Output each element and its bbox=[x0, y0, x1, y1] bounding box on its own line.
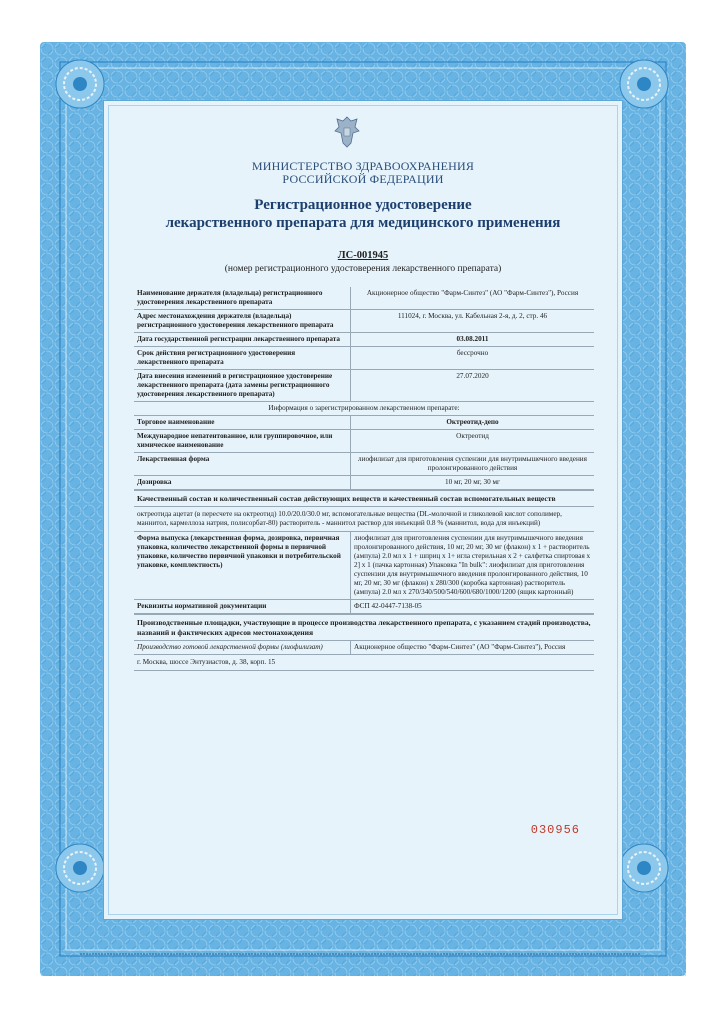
row-label: Торговое наименование bbox=[134, 416, 351, 430]
table-row bbox=[134, 370, 594, 402]
table-row bbox=[134, 453, 594, 476]
row-value: Акционерное общество "Фарм-Синтез" (АО "Фарм-Синтез"), Россия bbox=[351, 641, 595, 655]
row-label: Производство готовой лекарственной формы (лиофилизат) bbox=[134, 641, 351, 655]
footer-microtext bbox=[60, 952, 660, 957]
certificate-paper bbox=[103, 100, 623, 920]
corner-ornament-icon bbox=[616, 56, 672, 112]
row-value: 10 мг, 20 мг, 30 мг bbox=[351, 476, 595, 490]
row-value: лиофилизат для приготовления суспензии для внутримышечного введения пролонгированного действия bbox=[351, 453, 595, 476]
registration-number-value: ЛС-001945 bbox=[337, 250, 389, 261]
row-label: Дата внесения изменений в регистрационное удостоверение лекарственного препарата (дата замены регистрационного удостоверения лекарственного препарата) bbox=[134, 370, 351, 402]
table-row bbox=[134, 476, 594, 490]
row-value: ФСП 42-0447-7138-05 bbox=[351, 600, 595, 614]
table-row bbox=[134, 600, 594, 614]
table-row bbox=[134, 347, 594, 370]
corner-ornament-icon bbox=[616, 840, 672, 896]
table-row bbox=[134, 287, 594, 310]
row-value: 03.08.2011 bbox=[351, 333, 595, 347]
coat-of-arms-icon bbox=[333, 115, 361, 149]
production-address: г. Москва, шоссе Энтузиастов, д. 38, корп. 15 bbox=[134, 655, 594, 671]
row-label: Лекарственная форма bbox=[134, 453, 351, 476]
document-title-line2: лекарственного препарата для медицинского применения bbox=[165, 215, 561, 231]
row-value: 111024, г. Москва, ул. Кабельная 2-я, д. 2, стр. 46 bbox=[351, 310, 595, 333]
corner-ornament-icon bbox=[52, 840, 108, 896]
table-row bbox=[134, 310, 594, 333]
row-label: Международное непатентованное, или группировочное, или химическое наименование bbox=[134, 430, 351, 453]
info-caption: Информация о зарегистрированном лекарственном препарате: bbox=[134, 402, 594, 416]
corner-ornament-icon bbox=[52, 56, 108, 112]
table-row bbox=[134, 532, 594, 600]
row-value: Октреотид bbox=[351, 430, 595, 453]
ministry-name-line2: РОССИЙСКОЙ ФЕДЕРАЦИИ bbox=[282, 172, 444, 186]
row-label: Наименование держателя (владельца) регистрационного удостоверения лекарственного препарата bbox=[134, 287, 351, 310]
microtext-line bbox=[80, 952, 640, 956]
holder-info-table bbox=[134, 287, 594, 671]
production-heading: Производственные площадки, участвующие в процессе производства лекарственного препарата, с указанием стадий производства, названий и фактических адресов местонахождения bbox=[134, 614, 594, 641]
ministry-name-line1: МИНИСТЕРСТВО ЗДРАВООХРАНЕНИЯ bbox=[251, 159, 475, 173]
row-label: Адрес местонахождения держателя (владельца) регистрационного удостоверения лекарственного препарата bbox=[134, 310, 351, 333]
composition-text: октреотида ацетат (в пересчете на октреотид) 10.0/20.0/30.0 мг, вспомогательные вещества (DL-молочной и гликолевой кислот сополимер, маннитол, кармеллоза натрия, полисорбат-80) растворитель - маннитол раствор для инъекций 0.8 % (маннитол, вода для инъекций) bbox=[134, 507, 594, 532]
row-value: бессрочно bbox=[351, 347, 595, 370]
row-value: Октреотид-депо bbox=[351, 416, 595, 430]
table-row bbox=[134, 416, 594, 430]
serial-number: 030956 bbox=[530, 823, 580, 837]
row-value: 27.07.2020 bbox=[351, 370, 595, 402]
composition-heading: Качественный состав и количественный состав действующих веществ и качественный состав вспомогательных веществ bbox=[134, 490, 594, 507]
document-title-line1: Регистрационное удостоверение bbox=[254, 197, 472, 213]
table-row bbox=[134, 430, 594, 453]
row-value: Акционерное общество "Фарм-Синтез" (АО "Фарм-Синтез"), Россия bbox=[351, 287, 595, 310]
table-row bbox=[134, 333, 594, 347]
row-label: Дата государственной регистрации лекарственного препарата bbox=[134, 333, 351, 347]
row-label: Форма выпуска (лекарственная форма, дозировка, первичная упаковка, количество лекарственной формы в первичной упаковке, количество первичной упаковки и потребительской упаковке, комплектность) bbox=[134, 532, 351, 600]
row-label: Срок действия регистрационного удостоверения лекарственного препарата bbox=[134, 347, 351, 370]
row-label: Реквизиты нормативной документации bbox=[134, 600, 351, 614]
registration-number bbox=[104, 250, 622, 261]
table-row bbox=[134, 641, 594, 655]
registration-number-caption: (номер регистрационного удостоверения лекарственного препарата) bbox=[224, 264, 502, 274]
row-value: лиофилизат для приготовления суспензии для внутримышечного введения пролонгированного действия, 10 мг, 20 мг, 30 мг (флакон) х 1 + растворитель (ампула) 2.0 мл х 1 + шприц х 1+ игла стерильная х 2 + салфетка спиртовая х 2] х 1 (пачка картонная) Упаковка "In bulk": лиофилизат для приготовления суспензии для внутримышечного введения пролонгированного действия, 10 мг, 20 мг, 30 мг (флакон) х 280/300 (коробка картонная) растворитель (ампула) 2.0 мл х 270/340/500/540/600/680/1000/1200 (ящик картонный) bbox=[351, 532, 595, 600]
row-label: Дозировка bbox=[134, 476, 351, 490]
